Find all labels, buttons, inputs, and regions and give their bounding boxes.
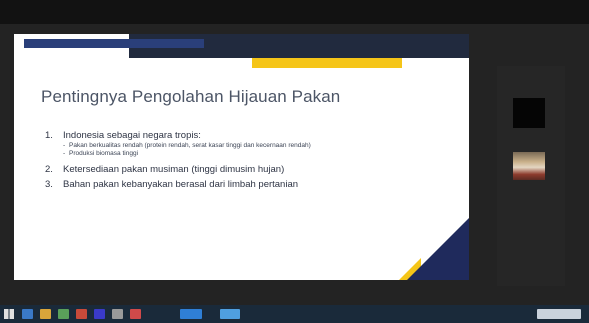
windows-taskbar xyxy=(0,305,589,323)
participant-video-tile[interactable] xyxy=(513,152,545,180)
taskbar-clock[interactable] xyxy=(537,309,581,319)
point-text: Bahan pakan kebanyakan berasal dari limbah pertanian xyxy=(63,179,299,190)
browser-icon[interactable] xyxy=(76,309,87,319)
slide-subpoint: - Pakan berkualitas rendah (protein rendah, serat kasar tinggi dan kecernaan rendah) xyxy=(63,142,311,149)
subpoint-text: Produksi biomasa tinggi xyxy=(69,150,139,157)
slide-yellow-band xyxy=(252,58,402,68)
slide-point-3 xyxy=(41,179,421,191)
slide-title: Pentingnya Pengolahan Hijauan Pakan xyxy=(41,87,341,106)
participants-panel[interactable] xyxy=(497,66,565,286)
point-number: 2. xyxy=(45,164,53,175)
participant-video-tile[interactable] xyxy=(513,98,545,128)
slide-point-2 xyxy=(41,164,421,176)
slide-subpoint: - Produksi biomasa tinggi xyxy=(63,150,139,157)
excel-icon[interactable] xyxy=(180,309,202,319)
start-icon[interactable] xyxy=(4,309,14,319)
slide-corner-navy xyxy=(407,218,469,280)
window-titlebar xyxy=(0,0,589,24)
search-icon[interactable] xyxy=(22,309,33,319)
point-text: Indonesia sebagai negara tropis: xyxy=(63,130,201,141)
zoom-icon[interactable] xyxy=(220,309,240,319)
task-view-icon[interactable] xyxy=(40,309,51,319)
slide-point-1 xyxy=(41,130,421,142)
point-number: 3. xyxy=(45,179,53,190)
file-explorer-icon[interactable] xyxy=(58,309,69,319)
meeting-stage xyxy=(0,24,589,305)
slide-accent-band xyxy=(24,39,204,48)
slide-points xyxy=(41,130,421,191)
word-icon[interactable] xyxy=(130,309,141,319)
point-text: Ketersediaan pakan musiman (tinggi dimusim hujan) xyxy=(63,164,285,175)
point-number: 1. xyxy=(45,130,53,141)
mail-icon[interactable] xyxy=(94,309,105,319)
store-icon[interactable] xyxy=(112,309,123,319)
shared-slide xyxy=(14,34,469,280)
subpoint-text: Pakan berkualitas rendah (protein rendah, serat kasar tinggi dan kecernaan rendah) xyxy=(69,142,311,149)
